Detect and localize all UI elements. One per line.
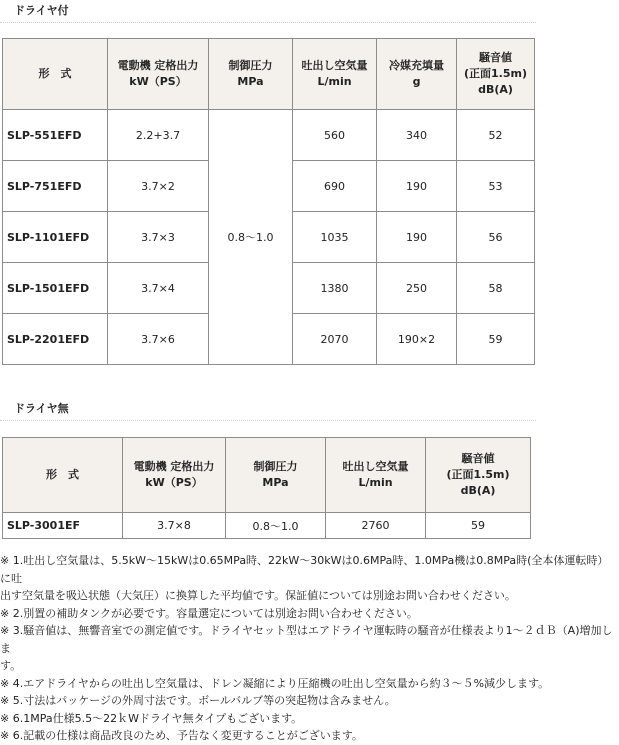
cell-model: SLP-3001EF — [3, 513, 123, 539]
header-noise: 騒音値 (正面1.5m) dB(A) — [426, 438, 531, 513]
cell-power: 2.2+3.7 — [108, 110, 209, 161]
cell-noise: 58 — [457, 263, 535, 314]
cell-pressure: 0.8～1.0 — [209, 110, 293, 365]
note-line: ※ 6.1MPa仕様5.5～22ｋWドライヤ無タイプもございます。 — [0, 711, 303, 725]
cell-refrigerant: 340 — [377, 110, 457, 161]
header-model: 形 式 — [3, 39, 108, 110]
cell-model: SLP-2201EFD — [3, 314, 108, 365]
header-pressure: 制御圧力 MPa — [209, 39, 293, 110]
note-line: ※ 4.エアドライヤからの吐出し空気量は、ドレン凝縮により圧縮機の吐出し空気量から約３～５%減少します。 — [0, 676, 550, 690]
cell-refrigerant: 190×2 — [377, 314, 457, 365]
note-line: ※ 5.寸法はパッケージの外周寸法です。ボールバルブ等の突起物は含みません。 — [0, 694, 396, 707]
notes-list — [0, 552, 619, 745]
cell-pressure: 0.8～1.0 — [226, 513, 326, 539]
header-noise: 騒音値 (正面1.5m) dB(A) — [457, 39, 535, 110]
cell-air: 690 — [293, 161, 377, 212]
note-line: ※ 1.吐出し空気量は、5.5kW～15kWは0.65MPa時、22kW～30kWは0.6MPa時、1.0MPa機は0.8MPa時(全本体運転時）に吐 — [0, 554, 609, 585]
cell-air: 1380 — [293, 263, 377, 314]
cell-noise: 53 — [457, 161, 535, 212]
header-power: 電動機 定格出力 kW（PS） — [123, 438, 226, 513]
note-line: ※ 2.別置の補助タンクが必要です。容量選定については別途お問い合わせください。 — [0, 606, 418, 620]
section-divider — [0, 420, 536, 421]
table-row — [3, 513, 531, 539]
header-air: 吐出し空気量 L/min — [326, 438, 426, 513]
section-title-without-dryer: ドライヤ無 — [14, 402, 69, 415]
header-air: 吐出し空気量 L/min — [293, 39, 377, 110]
cell-refrigerant: 250 — [377, 263, 457, 314]
table-header-row — [3, 39, 535, 110]
cell-refrigerant: 190 — [377, 161, 457, 212]
section-divider — [0, 22, 536, 23]
cell-noise: 59 — [426, 513, 531, 539]
header-pressure: 制御圧力 MPa — [226, 438, 326, 513]
note-line: す。 — [0, 659, 22, 672]
note-line: ※ 6.記載の仕様は商品改良のため、予告なく変更することがございます。 — [0, 729, 363, 742]
table-header-row — [3, 438, 531, 513]
note-line: 出す空気量を吸込状態（大気圧）に換算した平均値です。保証値については別途お問い合わせください。 — [0, 589, 516, 602]
header-power: 電動機 定格出力 kW（PS） — [108, 39, 209, 110]
cell-power: 3.7×2 — [108, 161, 209, 212]
note-line: ※ 3.騒音値は、無響音室での測定値です。ドライヤセット型はエアドライヤ運転時の騒音が仕様表より1～２ｄＢ（A)増加しま — [0, 624, 613, 655]
cell-model: SLP-751EFD — [3, 161, 108, 212]
cell-noise: 56 — [457, 212, 535, 263]
header-model: 形 式 — [3, 438, 123, 513]
table-row — [3, 110, 535, 161]
section-title-with-dryer: ドライヤ付 — [14, 4, 69, 17]
cell-air: 1035 — [293, 212, 377, 263]
cell-air: 560 — [293, 110, 377, 161]
cell-model: SLP-551EFD — [3, 110, 108, 161]
cell-power: 3.7×6 — [108, 314, 209, 365]
cell-noise: 52 — [457, 110, 535, 161]
cell-model: SLP-1101EFD — [3, 212, 108, 263]
cell-power: 3.7×3 — [108, 212, 209, 263]
cell-air: 2760 — [326, 513, 426, 539]
cell-air: 2070 — [293, 314, 377, 365]
cell-power: 3.7×8 — [123, 513, 226, 539]
header-refrigerant: 冷媒充填量 g — [377, 39, 457, 110]
cell-model: SLP-1501EFD — [3, 263, 108, 314]
cell-noise: 59 — [457, 314, 535, 365]
spec-table-without-dryer — [2, 437, 531, 539]
cell-power: 3.7×4 — [108, 263, 209, 314]
spec-table-with-dryer — [2, 38, 535, 365]
cell-refrigerant: 190 — [377, 212, 457, 263]
